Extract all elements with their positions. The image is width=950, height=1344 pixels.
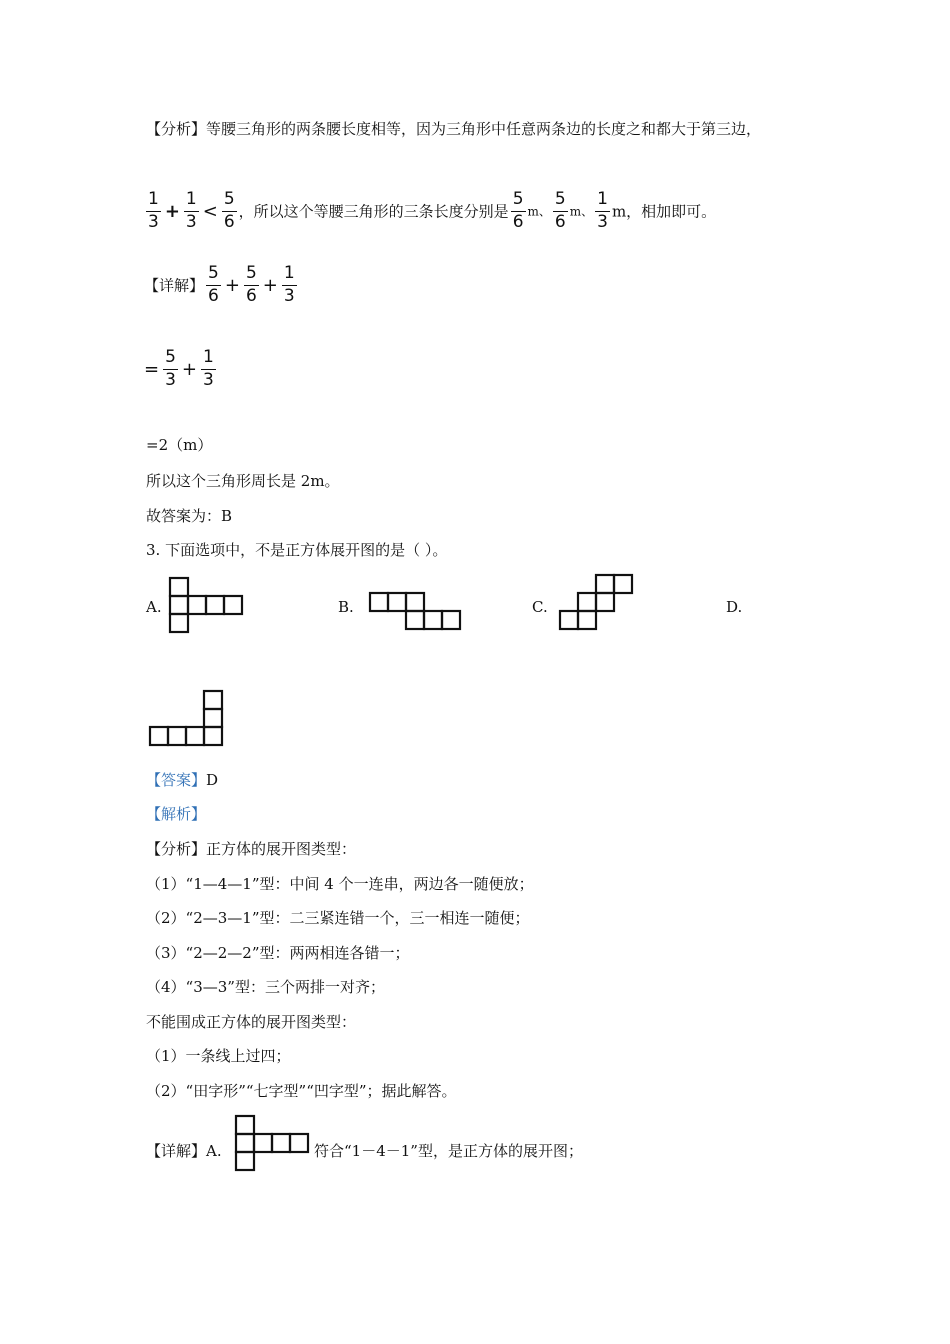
detail-a-text: 符合“1－4－1”型，是正方体的展开图； <box>314 1142 583 1160</box>
detail-tag: 【详解】 <box>144 276 205 295</box>
option-a-net <box>166 576 246 634</box>
analysis-tag: 【分析】 <box>146 120 207 138</box>
option-b-label: B. <box>338 598 354 616</box>
plus-sign: + <box>181 358 198 380</box>
detail-tag-a: 【详解】A. <box>146 1142 222 1160</box>
analysis-text: 等腰三角形的两条腰长度相等，因为三角形中任意两条边的长度之和都大于第三边， <box>206 120 762 138</box>
unit: m、 <box>569 204 594 219</box>
fraction: $\frac{1}{3}$ <box>597 189 608 232</box>
answer-value: D <box>206 771 219 789</box>
less-than-sign: < <box>202 200 218 222</box>
fraction: $\frac{5}{6}$ <box>208 263 219 306</box>
list-item: （2）“2—3—1”型：二三紧连错一个，三一相连一随便； <box>146 909 530 927</box>
analysis-tag: 【分析】 <box>146 840 207 858</box>
fraction: $\frac{1}{3}$ <box>283 263 295 306</box>
inequality-text-end: m，相加即可。 <box>611 202 717 221</box>
list-item: （1）“1—4—1”型：中间 4 个一连串，两边各一随便放； <box>146 875 534 893</box>
unit: m、 <box>527 204 551 219</box>
list-item: （3）“2—2—2”型：两两相连各错一； <box>146 944 410 962</box>
fraction: $\frac{1}{3}$ <box>148 189 159 232</box>
fraction: $\frac{5}{3}$ <box>165 347 176 390</box>
calc-step-3: =2（m） <box>146 436 213 454</box>
option-b-net <box>366 590 464 632</box>
plus-sign: + <box>262 274 278 296</box>
list-item: （1）一条线上过四； <box>146 1047 291 1065</box>
cannot-title: 不能围成正方体的展开图类型： <box>146 1013 357 1031</box>
list-item: （4）“3—3”型：三个两排一对齐； <box>146 978 385 996</box>
calc-step-2 <box>144 348 218 390</box>
explain-tag: 【解析】 <box>146 805 207 823</box>
conclusion: 所以这个三角形周长是 2m。 <box>146 472 340 490</box>
option-d-net <box>144 688 226 748</box>
fraction: $\frac{5}{6}$ <box>512 189 524 232</box>
list-item: （2）“田字形”“七字型”“凹字型”；据此解答。 <box>146 1082 457 1100</box>
fraction: $\frac{1}{3}$ <box>185 189 197 232</box>
equals-sign: = <box>144 358 160 380</box>
fraction: $\frac{5}{6}$ <box>554 189 566 232</box>
analysis-line-2 <box>146 838 356 859</box>
detail-a-net <box>232 1113 316 1173</box>
detail-expression <box>144 264 299 306</box>
analysis-line-1 <box>146 118 761 139</box>
fraction: $\frac{5}{6}$ <box>223 189 235 232</box>
question-3: 3. 下面选项中，不是正方体展开图的是（ ）。 <box>146 541 448 559</box>
plus-sign: + <box>164 200 180 222</box>
fraction: $\frac{1}{3}$ <box>203 347 214 390</box>
plus-sign: + <box>224 274 240 296</box>
answer-tag: 【答案】 <box>146 771 207 789</box>
inequality-text: ，所以这个等腰三角形的三条长度分别是 <box>238 202 509 221</box>
final-answer: 故答案为：B <box>146 507 233 525</box>
answer-line <box>146 769 218 790</box>
option-c-label: C. <box>532 598 548 616</box>
option-a-label: A. <box>146 598 162 616</box>
option-d-label: D. <box>726 598 743 616</box>
inequality-line <box>144 190 716 232</box>
fraction: $\frac{5}{6}$ <box>245 263 257 306</box>
option-c-net <box>556 572 638 632</box>
analysis-text: 正方体的展开图类型： <box>206 840 357 858</box>
